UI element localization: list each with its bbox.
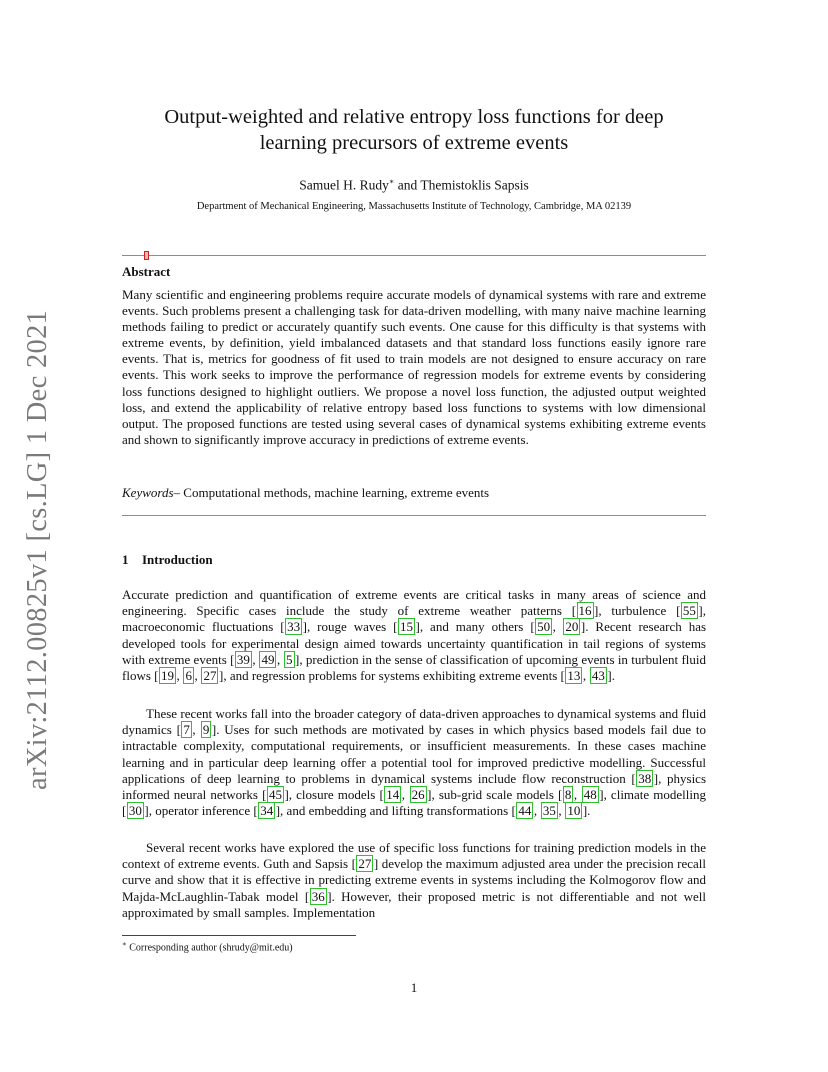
keywords <box>122 485 706 501</box>
footnote-text: Corresponding author (shrudy@mit.edu) <box>126 942 293 954</box>
citation-link[interactable]: 27 <box>203 668 217 684</box>
citation-link[interactable]: 55 <box>682 603 696 619</box>
corresponding-author-mark[interactable]: ∗ <box>388 177 395 186</box>
abstract-text: Many scientific and engineering problems require accurate models of dynamical systems with rare and extreme events. Such problems present a challenging task for data-driven modelling, with many naive machine learning methods failing to predict or accurately quantify such events. One cause for this difficulty is that systems with extreme events, by definition, yield imbalanced datasets and that standard loss functions easily ignore rare events. That is, metrics for goodness of fit used to train models are not designed to ensure accuracy on rare events. This work seeks to improve the performance of regression models for extreme events by considering loss functions designed to highlight outliers. We propose a novel loss function, the adjusted output weighted loss, and extend the applicability of relative entropy based loss functions to systems with low dimensional output. The proposed functions are tested using several cases of dynamical systems exhibiting extreme events and shown to significantly improve accuracy in predictions of extreme events. <box>122 287 706 447</box>
paragraph-text: , climate modelling <box>603 787 707 803</box>
paragraph-text: . Recent research has developed tools for experimental design aimed towards uncertainty quantification in tail regions of systems with extreme events <box>122 619 707 667</box>
page-number: 1 <box>410 980 418 995</box>
citation-link[interactable]: 33 <box>287 619 301 635</box>
citation-link[interactable]: 10 <box>567 803 581 819</box>
annotation-marker[interactable] <box>144 251 149 260</box>
citation-link[interactable]: 14 <box>386 787 400 803</box>
citation-link[interactable]: 34 <box>260 803 274 819</box>
citation-link[interactable]: 43 <box>591 668 605 684</box>
citation-link[interactable]: 5 <box>286 651 293 667</box>
citation-link[interactable]: 13 <box>567 668 581 684</box>
paragraph-text: , operator inference <box>148 803 254 819</box>
section-title: Introduction <box>142 552 213 567</box>
citation-link[interactable]: 8 <box>564 787 572 803</box>
affiliation: Department of Mechanical Engineering, Massachusetts Institute of Technology, Cambridge, MA 02139 <box>196 201 632 212</box>
paragraph-text: These recent works fall into the broader category of data-driven approaches to dynamical systems and fluid dynamics <box>122 706 706 738</box>
citation-link[interactable]: 48 <box>583 787 597 803</box>
paragraph-text: , closure models <box>288 787 380 803</box>
citation-link[interactable]: 30 <box>128 803 142 819</box>
section-number: 1 <box>122 552 129 567</box>
paragraph-text: , sub-grid scale models <box>431 787 559 803</box>
title-line-1: Output-weighted and relative entropy loss functions for deep <box>164 106 664 128</box>
footnote <box>122 940 293 953</box>
citation-link[interactable]: 16 <box>578 603 592 619</box>
citation-link[interactable]: 27 <box>358 856 372 872</box>
citation-link[interactable]: 38 <box>638 770 652 786</box>
abstract-bottom-rule <box>122 515 706 516</box>
keywords-text: Computational methods, machine learning, extreme events <box>180 485 490 500</box>
paragraph-text: , rouge waves <box>306 619 394 635</box>
paragraph-text: Accurate prediction and quantification of extreme events are critical tasks in many areas of science and engineering. Specific cases include the study of extreme weather patterns <box>122 587 706 619</box>
paragraph-text: , and regression problems for systems exhibiting extreme events <box>223 668 561 684</box>
paragraph-text: Several recent works have explored the use of specific loss functions for training prediction models in the context of extreme events. Guth and Sapsis <box>122 840 706 872</box>
paper-title <box>122 104 706 156</box>
citation-link[interactable]: 45 <box>268 787 282 803</box>
paragraph-text: . However, their proposed metric is not differentiable and not well approximated by small samples. Implementation <box>122 888 707 920</box>
citation-link[interactable]: 20 <box>565 619 579 635</box>
title-line-2: learning precursors of extreme events <box>259 132 569 154</box>
citation-link[interactable]: 15 <box>400 619 414 635</box>
paragraph: Accurate prediction and quantification of extreme events are critical tasks in many areas of science and engineering. Specific cases include the study of extreme weather patterns [ 16 ], turbulence [ 55 ], macroeconomic fluctuations [ 33 ], rouge waves [ 15 ], and many others [ 50 , 20 ]. Recent research has developed tools for experimental design aimed towards uncertainty quantification in tail regions of systems with extreme events [ 39 , 49 , 5 ], prediction in the sense of classification of upcoming events in turbulent fluid flows [ 19 , 6 , 27 ], and regression problems for systems exhibiting extreme events [ 13 , 43 ]. <box>122 587 707 684</box>
citation-link[interactable]: 35 <box>542 803 556 819</box>
paragraph: Several recent works have explored the use of specific loss functions for training prediction models in the context of extreme events. Guth and Sapsis [ 27 ] develop the maximum adjusted area under the precision recall curve and show that it is effective in predicting extreme events in systems including the Kolmogorov flow and Majda-McLaughlin-Tabak model [ 36 ]. However, their proposed metric is not differentiable and not well approximated by small samples. Implementation <box>122 840 707 920</box>
citation-link[interactable]: 39 <box>236 651 250 667</box>
paragraph-text: . <box>611 668 615 684</box>
citation-link[interactable]: 6 <box>185 668 192 684</box>
citation-link[interactable]: 26 <box>411 787 425 803</box>
author-name: Themistoklis Sapsis <box>420 177 529 193</box>
keywords-label: Keywords– <box>122 485 181 500</box>
citation-link[interactable]: 19 <box>160 668 174 684</box>
citation-link[interactable]: 36 <box>311 888 325 904</box>
section-heading <box>122 552 213 568</box>
citation-link[interactable]: 50 <box>537 619 551 635</box>
abstract-top-rule <box>122 255 706 256</box>
paragraph-text: , turbulence <box>598 603 677 619</box>
paragraph-text: , macroeconomic fluctuations <box>122 603 706 635</box>
paragraph-text: , prediction in the sense of classification of upcoming events in turbulent fluid flows <box>122 651 707 684</box>
paragraph-text: , physics informed neural networks <box>122 770 707 803</box>
author-name: Samuel H. Rudy <box>299 177 389 193</box>
paragraph-text: . Uses for such methods are motivated by cases in which physics based models fail due to intractable complexity, computational requirements, or insufficient measurements. In these cases machine learning and in particular deep learning offer a potential tool for improved predictive modelling. Successful applications of deep learning to problems in dynamical systems include flow reconstruction <box>122 722 707 786</box>
paragraph-text: , and many others <box>419 619 531 635</box>
citation-link[interactable]: 49 <box>261 651 275 667</box>
abstract-heading: Abstract <box>122 264 171 279</box>
paragraph-text: , and embedding and lifting transformations <box>280 803 512 819</box>
citation-link[interactable]: 9 <box>202 722 210 738</box>
author-connector: and <box>394 177 421 193</box>
footnote-mark: ∗ <box>122 940 127 948</box>
citation-link[interactable]: 44 <box>518 803 532 819</box>
paragraph-text: develop the maximum adjusted area under the precision recall curve and show that it is effective in predicting extreme events in systems including the Kolmogorov flow and Majda-McLaughlin-Tabak model <box>122 856 706 904</box>
citation-link[interactable]: 7 <box>183 722 190 738</box>
paragraph-text: . <box>587 803 591 819</box>
arxiv-identifier[interactable]: arXiv:2112.00825v1 [cs.LG] 1 Dec 2021 <box>22 309 53 790</box>
paragraph: These recent works fall into the broader category of data-driven approaches to dynamical systems and fluid dynamics [ 7 , 9 ]. Uses for such methods are motivated by cases in which physics based models fail due to intractable complexity, computational requirements, or insufficient measurements. In these cases machine learning and in particular deep learning offer a potential tool for improved predictive modelling. Successful applications of deep learning to problems in dynamical systems include flow reconstruction [ 38 ], physics informed neural networks [ 45 ], closure models [ 14 , 26 ], sub-grid scale models [ 8 , 48 ], climate modelling [ 30 ], operator inference [ 34 ], and embedding and lifting transformations [ 44 , 35 , 10 ]. <box>122 706 707 819</box>
footnote-rule <box>122 935 356 936</box>
author-list <box>122 177 706 194</box>
